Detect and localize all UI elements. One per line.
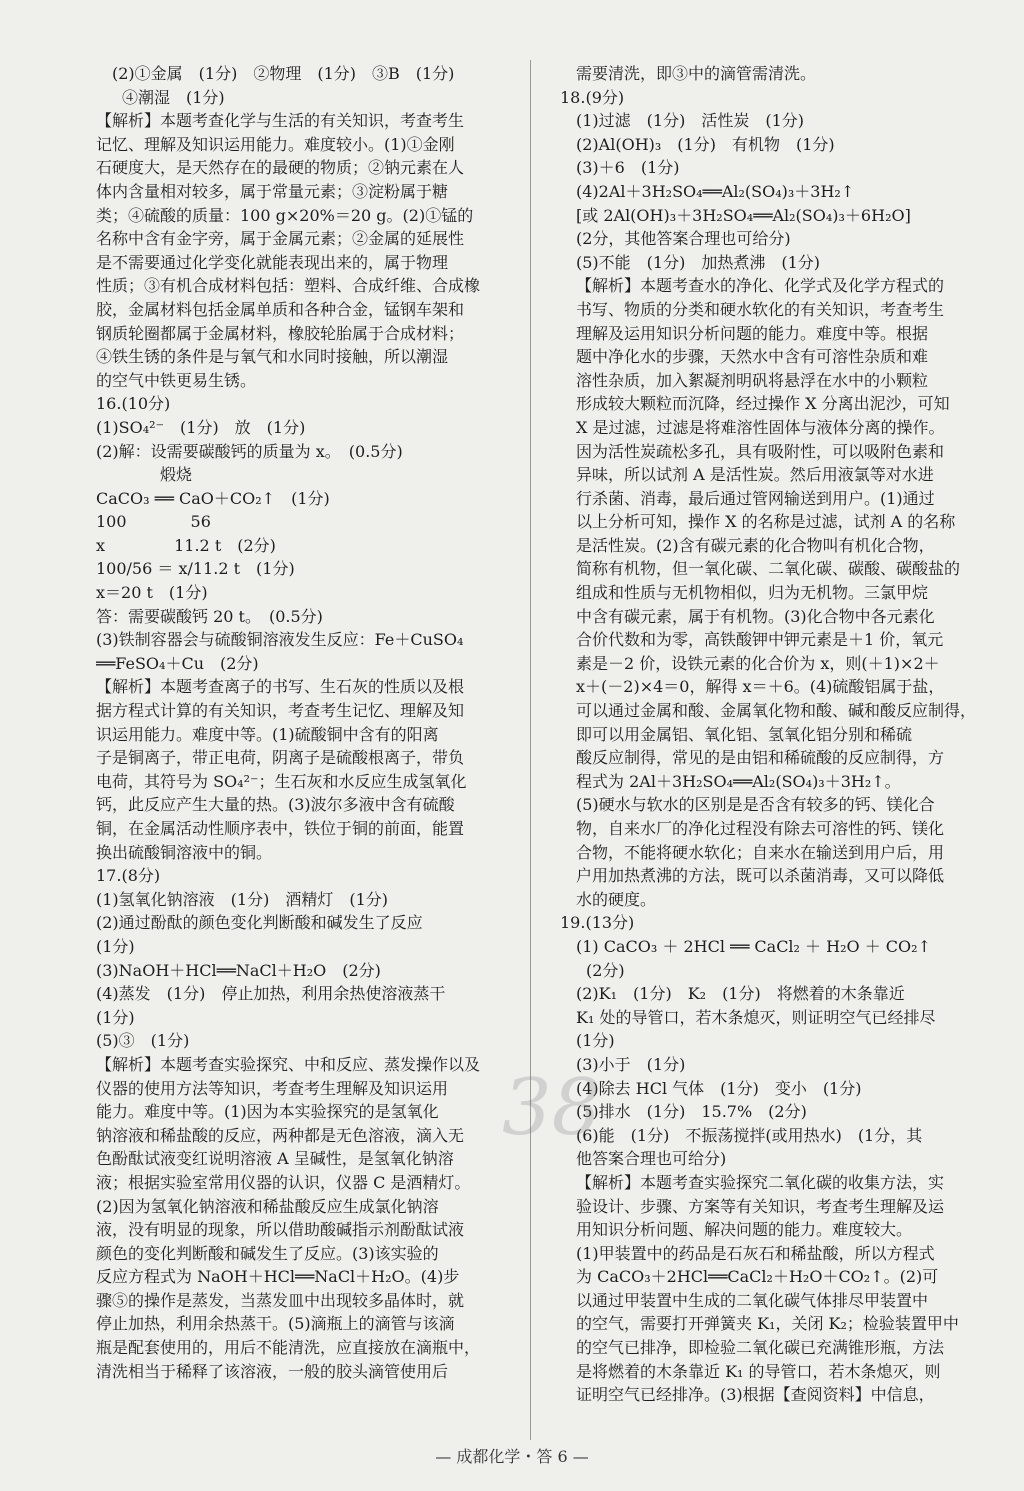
text-line: 异味，所以试剂 A 是活性炭。然后用液氯等对水进: [576, 465, 934, 485]
text-line: 颜色的变化判断酸和碱发生了反应。(3)该实验的: [96, 1243, 439, 1263]
text-line: (1)甲装置中的药品是石灰石和稀盐酸，所以方程式: [576, 1243, 935, 1263]
text-line: (2)Al(OH)₃ (1分) 有机物 (1分): [576, 134, 835, 154]
text-line: x＝20 t (1分): [96, 583, 208, 603]
text-line: (5)排水 (1分) 15.7% (2分): [576, 1102, 807, 1122]
text-line: 钙，此反应产生大量的热。(3)波尔多液中含有硫酸: [96, 795, 455, 815]
text-line: 清洗相当于稀释了该溶液，一般的胶头滴管使用后: [96, 1361, 449, 1381]
text-line: 可以通过金属和酸、金属氧化物和酸、碱和酸反应制得，: [576, 701, 977, 721]
text-line: 理解及运用知识分析问题的能力。难度中等。根据: [576, 323, 929, 343]
text-line: 电荷，其符号为 SO₄²⁻；生石灰和水反应生成氢氧化: [96, 771, 467, 791]
text-line: ══FeSO₄＋Cu (2分): [96, 653, 259, 673]
text-line: 瓶是配套使用的，用后不能清洗，应直接放在滴瓶中，: [96, 1338, 481, 1358]
text-line: (1)过滤 (1分) 活性炭 (1分): [576, 111, 804, 131]
text-line: 能力。难度中等。(1)因为本实验探究的是氢氧化: [96, 1102, 439, 1122]
text-line: 程式为 2Al＋3H₂SO₄══Al₂(SO₄)₃＋3H₂↑。: [576, 771, 901, 791]
text-line: (2)因为氢氧化钠溶液和稀盐酸反应生成氯化钠溶: [96, 1196, 439, 1216]
text-line: 验设计、步骤、方案等有关知识，考查考生理解及运: [576, 1196, 945, 1216]
text-line: 色酚酞试液变红说明溶液 A 呈碱性，是氢氧化钠溶: [96, 1149, 454, 1169]
text-line: x＋(－2)×4＝0，解得 x＝＋6。(4)硫酸铝属于盐，: [576, 677, 945, 697]
text-line: 的空气已排净，即检验二氧化碳已充满锥形瓶，方法: [576, 1338, 945, 1358]
text-line: 停止加热，利用余热蒸干。(5)滴瓶上的滴管与该滴: [96, 1314, 455, 1334]
text-line: (3)铁制容器会与硫酸铜溶液发生反应：Fe＋CuSO₄: [96, 630, 464, 650]
text-line: 因为活性炭疏松多孔，具有吸附性，可以吸附色素和: [576, 441, 945, 461]
text-line: (2)K₁ (1分) K₂ (1分) 将燃着的木条靠近: [576, 984, 905, 1004]
text-line: 的空气中铁更易生锈。: [96, 370, 257, 390]
text-line: 是将燃着的木条靠近 K₁ 的导管口，若木条熄灭，则: [576, 1361, 941, 1381]
text-line: 仪器的使用方法等知识，考查考生理解及知识运用: [96, 1078, 449, 1098]
text-line: CaCO₃ ══ CaO＋CO₂↑ (1分): [96, 488, 330, 508]
text-line: (1)氢氧化钠溶液 (1分) 酒精灯 (1分): [96, 889, 388, 909]
text-line: 以上分析可知，操作 X 的名称是过滤，试剂 A 的名称: [576, 512, 956, 532]
text-line: 性质；③有机合成材料包括：塑料、合成纤维、合成橡: [96, 276, 481, 296]
text-line: 素是－2 价，设铁元素的化合价为 x，则(＋1)×2＋: [576, 653, 940, 673]
text-line: [或 2Al(OH)₃＋3H₂SO₄══Al₂(SO₄)₃＋6H₂O]: [576, 205, 911, 225]
text-line: (5)不能 (1分) 加热煮沸 (1分): [576, 252, 820, 272]
text-line: K₁ 处的导管口，若木条熄灭，则证明空气已经排尽: [576, 1007, 936, 1027]
page-footer: — 成都化学・答 6 —: [435, 1447, 589, 1466]
text-line: 【解析】本题考查水的净化、化学式及化学方程式的: [576, 276, 945, 296]
text-line: 记忆、理解及知识运用能力。难度较小。(1)①金刚: [96, 134, 455, 154]
svg-text:38: 38: [502, 1066, 602, 1153]
text-line: 体内含量相对较多，属于常量元素；③淀粉属于糖: [96, 181, 449, 201]
text-line: 物，自来水厂的净化过程没有除去可溶性的钙、镁化: [576, 819, 945, 838]
text-line: 17.(8分): [96, 866, 161, 886]
text-line: 100 56: [96, 512, 211, 532]
text-line: 胶，金属材料包括金属单质和各种合金，锰钢车架和: [96, 299, 465, 319]
text-line: ④铁生锈的条件是与氧气和水同时接触，所以潮湿: [96, 347, 449, 367]
text-line: 19.(13分): [560, 913, 635, 933]
text-line: 行杀菌、消毒，最后通过管网输送到用户。(1)通过: [576, 488, 935, 508]
text-line: (1分): [576, 1031, 615, 1051]
text-line: X 是过滤，过滤是将难溶性固体与液体分离的操作。: [576, 417, 945, 437]
text-line: (1)SO₄²⁻ (1分) 放 (1分): [96, 417, 306, 437]
text-line: 识运用能力。难度中等。(1)硫酸铜中含有的阳离: [96, 724, 439, 744]
text-line: 铜，在金属活动性顺序表中，铁位于铜的前面，能置: [96, 819, 465, 838]
text-line: (2)解：设需要碳酸钙的质量为 x。 (0.5分): [96, 441, 403, 461]
text-line: 题中净化水的步骤，天然水中含有可溶性杂质和难: [576, 347, 929, 367]
text-line: 合价代数和为零，高铁酸钾中钾元素是＋1 价，氧元: [576, 630, 944, 650]
text-line: 煅烧: [96, 465, 193, 485]
text-line: 是活性炭。(2)含有碳元素的化合物叫有机化合物，: [576, 535, 935, 555]
text-line: 合物，不能将硬水软化；自来水在输送到用户后，用: [576, 842, 945, 862]
text-line: 为 CaCO₃＋2HCl══CaCl₂＋H₂O＋CO₂↑。(2)可: [576, 1267, 939, 1287]
text-line: 他答案合理也可给分): [576, 1149, 727, 1169]
text-line: (2分，其他答案合理也可给分): [576, 229, 791, 249]
text-line: 据方程式计算的有关知识，考查考生记忆、理解及知: [96, 701, 465, 721]
text-line: (6)能 (1分) 不振荡搅拌(或用热水) (1分，其: [576, 1125, 923, 1145]
column-divider: [530, 60, 531, 1440]
text-line: 液；根据实验室常用仪器的认识，仪器 C 是酒精灯。: [96, 1172, 471, 1192]
text-line: (2分): [586, 960, 625, 980]
text-line: (4)2Al＋3H₂SO₄══Al₂(SO₄)₃＋3H₂↑: [576, 181, 855, 201]
text-line: 100/56 ＝ x/11.2 t (1分): [96, 559, 295, 579]
text-line: (1) CaCO₃ ＋ 2HCl ══ CaCl₂ ＋ H₂O ＋ CO₂↑: [576, 936, 931, 956]
text-line: 【解析】本题考查实验探究二氧化碳的收集方法，实: [576, 1172, 945, 1192]
text-line: 换出硫酸铜溶液中的铜。: [96, 842, 273, 862]
text-line: (5)硬水与软水的区别是是否含有较多的钙、镁化合: [576, 795, 935, 815]
text-line: (3)NaOH＋HCl══NaCl＋H₂O (2分): [96, 960, 381, 980]
text-line: 【解析】本题考查离子的书写、生石灰的性质以及根: [96, 677, 465, 697]
text-line: (2)通过酚酞的颜色变化判断酸和碱发生了反应: [96, 913, 423, 933]
text-line: (3)＋6 (1分): [576, 158, 680, 178]
text-line: (3)小于 (1分): [576, 1054, 686, 1074]
text-line: 简称有机物，但一氧化碳、二氧化碳、碳酸、碳酸盐的: [576, 559, 961, 579]
text-line: (2)①金属 (1分) ②物理 (1分) ③B (1分): [112, 64, 455, 83]
text-line: (1分): [96, 1007, 135, 1027]
text-line: 以通过甲装置中生成的二氧化碳气体排尽甲装置中: [576, 1290, 929, 1310]
text-line: 【解析】本题考查化学与生活的有关知识，考查考生: [96, 111, 465, 131]
text-line: 形成较大颗粒而沉降，经过操作 X 分离出泥沙，可知: [576, 394, 950, 414]
text-line: 【解析】本题考查实验探究、中和反应、蒸发操作以及: [96, 1054, 481, 1074]
text-line: 子是铜离子，带正电荷，阴离子是硫酸根离子，带负: [96, 748, 465, 768]
text-line: (5)③ (1分): [96, 1031, 190, 1051]
text-line: 是不需要通过化学变化就能表现出来的，属于物理: [96, 252, 449, 272]
text-line: 答：需要碳酸钙 20 t。 (0.5分): [96, 606, 323, 626]
text-line: 名称中含有金字旁，属于金属元素；②金属的延展性: [96, 229, 465, 249]
text-line: 即可以用金属铝、氧化铝、氢氧化铝分别和稀硫: [576, 724, 913, 744]
right-column: [560, 62, 1000, 1407]
text-line: (1分): [96, 936, 135, 956]
text-line: 需要清洗，即③中的滴管需清洗。: [576, 64, 817, 83]
text-line: 证明空气已经排净。(3)根据【查阅资料】中信息，: [576, 1385, 935, 1405]
text-line: x 11.2 t (2分): [96, 535, 276, 555]
text-line: 骤⑤的操作是蒸发，当蒸发皿中出现较多晶体时，就: [96, 1290, 465, 1310]
text-line: 的空气，需要打开弹簧夹 K₁，关闭 K₂；检验装置甲中: [576, 1314, 959, 1334]
text-line: 类；④硫酸的质量：100 g×20%＝20 g。(2)①锰的: [96, 205, 474, 225]
text-line: 钢质轮圈都属于金属材料，橡胶轮胎属于合成材料；: [96, 323, 465, 343]
text-line: (4)蒸发 (1分) 停止加热，利用余热使溶液蒸干: [96, 984, 446, 1004]
text-line: 液，没有明显的现象，所以借助酸碱指示剂酚酞试液: [96, 1220, 465, 1240]
text-line: 16.(10分): [96, 394, 171, 414]
text-line: (4)除去 HCl 气体 (1分) 变小 (1分): [576, 1078, 862, 1098]
text-line: 反应方程式为 NaOH＋HCl══NaCl＋H₂O。(4)步: [96, 1267, 460, 1287]
text-line: ④潮湿 (1分): [122, 87, 225, 107]
text-line: 户用加热煮沸的方法，既可以杀菌消毒，又可以降低: [576, 866, 945, 886]
watermark-logo: [498, 1066, 602, 1158]
text-line: 钠溶液和稀盐酸的反应，两种都是无色溶液，滴入无: [96, 1125, 465, 1145]
text-line: 酸反应制得，常见的是由铝和稀硫酸的反应制得，方: [576, 748, 945, 768]
text-line: 溶性杂质，加入絮凝剂明矾将悬浮在水中的小颗粒: [576, 370, 929, 390]
text-line: 水的硬度。: [576, 889, 657, 909]
text-line: 18.(9分): [560, 87, 625, 107]
left-column: [96, 62, 510, 1383]
text-line: 用知识分析问题、解决问题的能力。难度较大。: [576, 1220, 913, 1240]
text-line: 书写、物质的分类和硬水软化的有关知识，考查考生: [576, 299, 945, 319]
text-line: 中含有碳元素，属于有机物。(3)化合物中各元素化: [576, 606, 935, 626]
text-line: 组成和性质与无机物相似，归为无机物。三氯甲烷: [576, 583, 929, 603]
text-line: 石硬度大，是天然存在的最硬的物质；②钠元素在人: [96, 158, 465, 178]
